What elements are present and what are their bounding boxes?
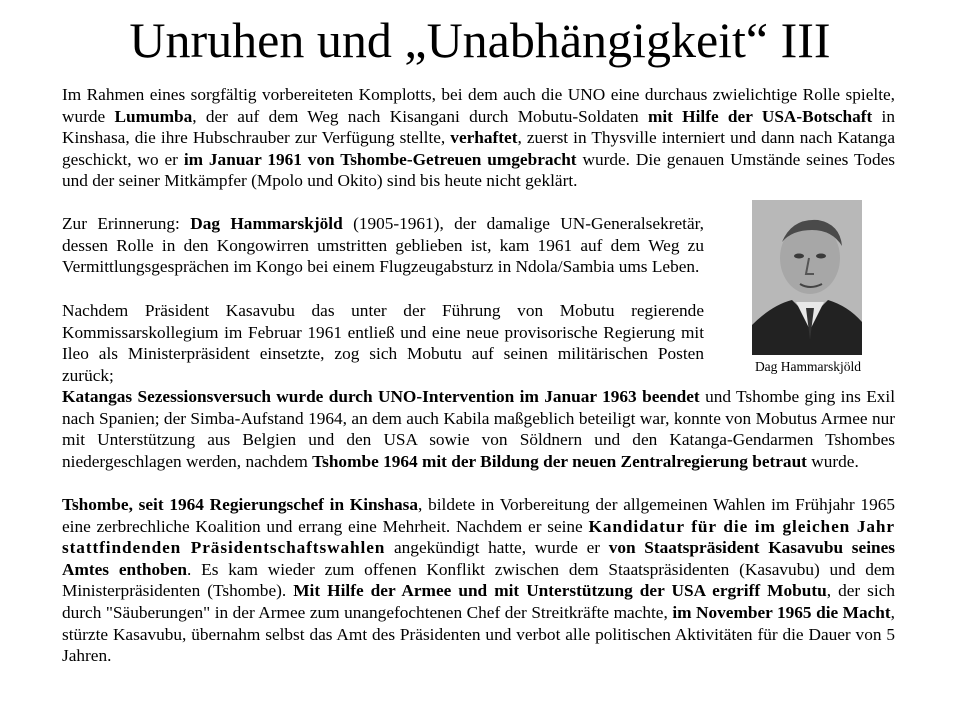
text-span: wurde. Die genauen Umstände seines Todes und der seiner Mitkämpfer (Mpolo und Okito) sind bis heute nicht geklärt.: [62, 149, 895, 191]
paragraph-hammarskjold: [62, 213, 704, 278]
text-span: in Kinshasa, die ihre Hubschrauber zur Verfügung stellte,: [62, 106, 895, 148]
text-span: Nachdem Präsident Kasavubu das unter der Führung von Mobutu regierende Kommissarskollegium im Februar 1961 entließ und eine neue provisorische Regierung mit Ileo als Ministerpräsident einsetzte, zog sich Mobutu auf seinen militärischen Posten zurück;: [62, 301, 704, 385]
text-span: Zur Erinnerung:: [62, 214, 191, 233]
bold-span: im Januar 1961 von Tshombe-Getreuen umgebracht: [183, 149, 577, 169]
photo-caption: Dag Hammarskjöld: [754, 359, 862, 374]
bold-span: verhaftet: [450, 128, 518, 148]
text-span: , stürzte Kasavubu, übernahm selbst das Amt des Präsidenten und verbot alle politischen Aktivitäten für die Dauer von 5 Jahren.: [62, 602, 895, 666]
bold-span: im November 1965 die Macht: [672, 602, 891, 622]
paragraph-tshombe: [62, 494, 895, 667]
bold-span: Dag Hammarskjöld: [190, 214, 343, 233]
page-title: Unruhen und „Unabhängigkeit“ III: [129, 12, 831, 68]
paragraph-lumumba: [62, 84, 895, 192]
portrait-photo: [752, 200, 862, 355]
bold-span: Tshombe, seit 1964 Regierungschef in Kinshasa: [62, 495, 419, 514]
bold-span: von Staatspräsident Kasavubu seines Amtes enthoben: [62, 538, 896, 579]
text-span: wurde.: [806, 451, 859, 471]
text-span: . Es kam wieder zum offenen Konflikt zwischen dem Staatspräsidenten (Kasavubu) und dem Ministerpräsidenten (Tshombe).: [62, 559, 895, 601]
text-span: und Tshombe ging ins Exil nach Spanien; der Simba-Aufstand 1964, an dem auch Kabila maßgeblich beteiligt war, konnte von Mobutus Armee nur mit Unterstützung aus Belgien und den USA sowie von Söldnern und den Katanga-Gendarmen Tshombes niedergeschlagen werden, nachdem: [62, 387, 896, 471]
text-span: , zuerst in Thysville interniert und dann nach Katanga geschickt, wo er: [62, 128, 895, 169]
text-span: , bildete in Vorbereitung der allgemeinen Wahlen im Frühjahr 1965 eine zerbrechliche Koalition und errang eine Mehrheit. Nachdem er seine: [62, 495, 895, 536]
text-span: (1905-1961), der damalige UN-Generalsekretär, dessen Rolle in den Kongowirren umstritten geblieben ist, kam 1961 auf dem Weg zu Vermittlungsgesprächen im Kongo bei einem Flugzeugabsturz in Ndola/Sambia ums Leben.: [62, 214, 704, 277]
bold-span: Katangas Sezessionsversuch wurde durch UNO-Intervention im Januar 1963 beendet: [62, 387, 700, 406]
portrait-icon: [752, 200, 862, 355]
bold-span: Tshombe 1964 mit der Bildung der neuen Zentralregierung betraut: [312, 451, 807, 471]
bold-span: Kandidatur für die im gleichen Jahr stattfindenden Präsidentschaftswahlen: [62, 516, 895, 558]
text-span: Im Rahmen eines sorgfältig vorbereiteten Komplotts, bei dem auch die UNO eine durchaus zwielichtige Rolle spielte, wurde: [62, 85, 895, 126]
bold-span: Lumumba: [114, 106, 193, 126]
text-span: angekündigt hatte, wurde er: [385, 538, 609, 558]
bold-span: Mit Hilfe der Armee und mit Unterstützung der USA ergriff Mobutu: [293, 581, 827, 601]
paragraph-katanga: [62, 386, 895, 472]
text-span: , der sich durch "Säuberungen" in der Armee zum unangefochtenen Chef der Streitkräfte machte,: [62, 581, 896, 622]
text-span: , der auf dem Weg nach Kisangani durch Mobutu-Soldaten: [192, 106, 648, 126]
bold-span: mit Hilfe der USA-Botschaft: [647, 106, 873, 126]
paragraph-kasavubu: [62, 300, 704, 386]
